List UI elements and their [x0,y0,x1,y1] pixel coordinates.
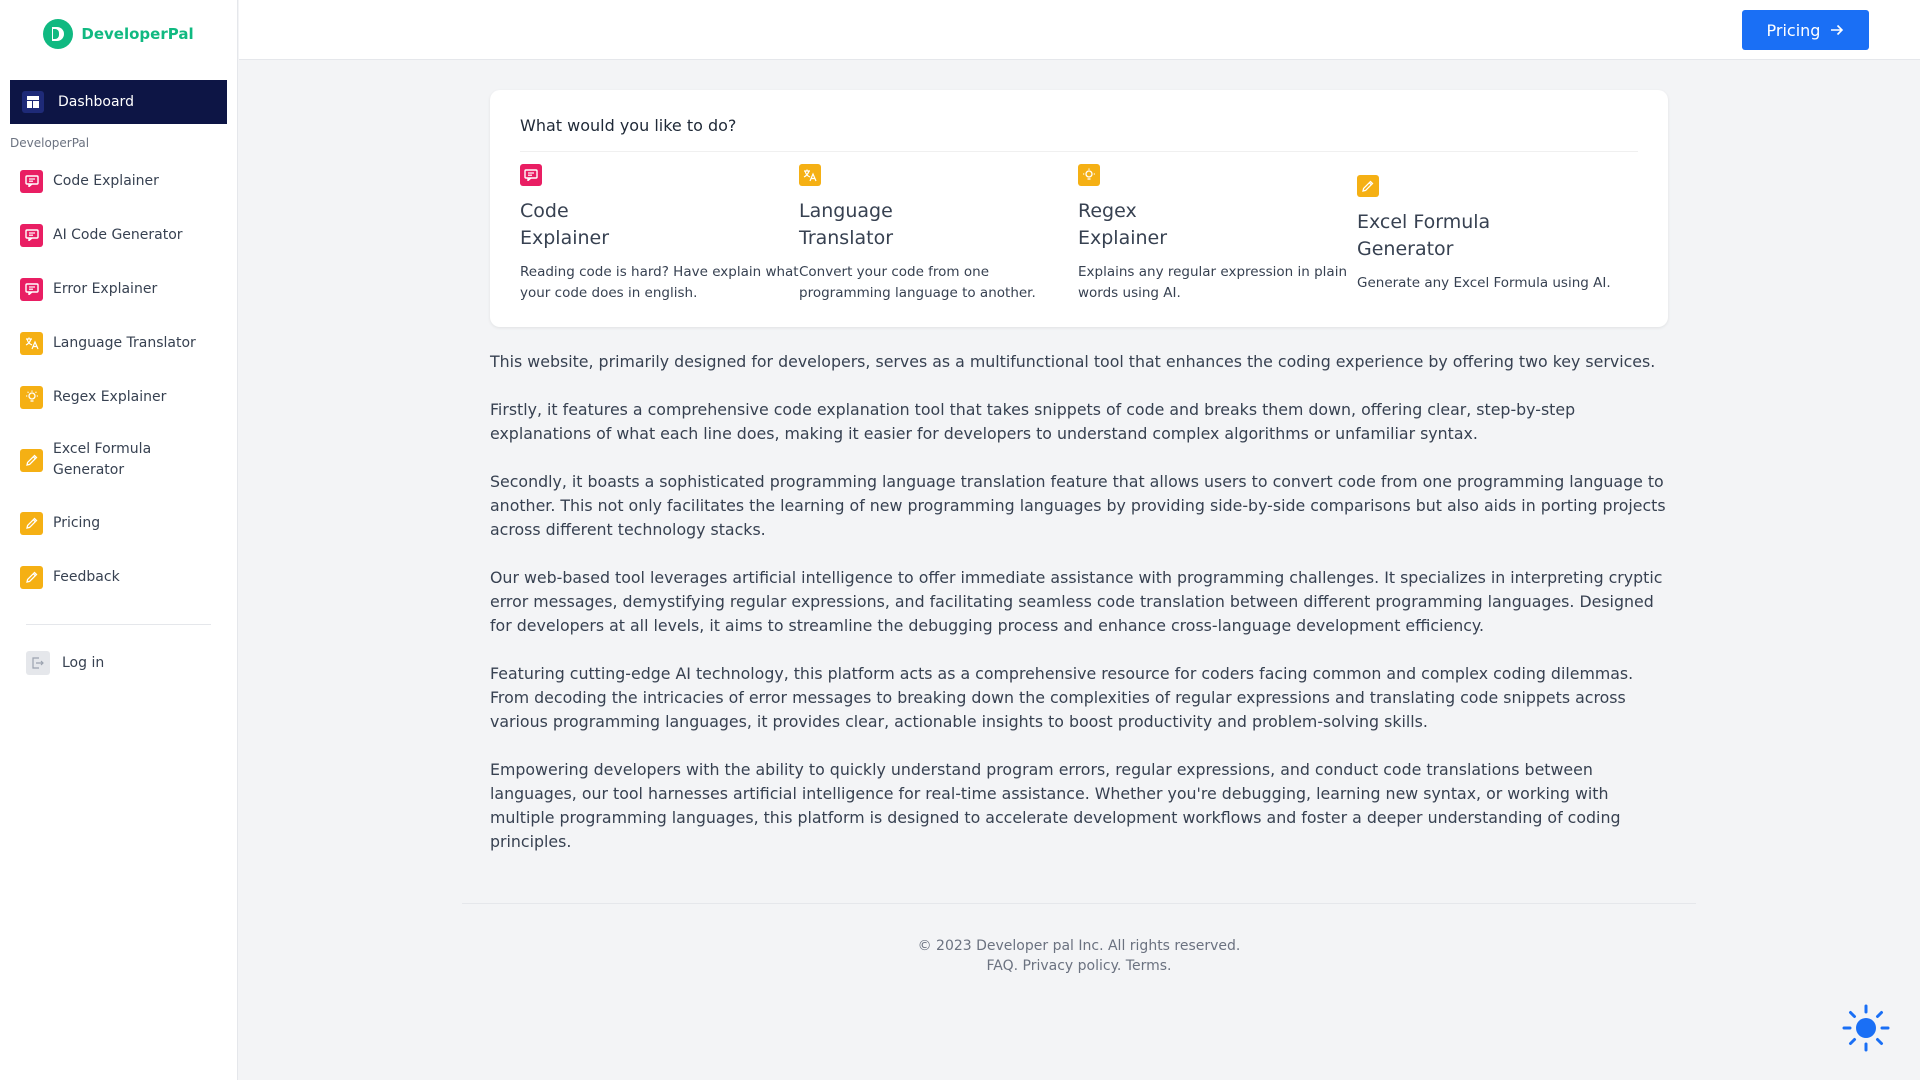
tool-language-translator[interactable] [799,164,1078,304]
sidebar-item-code-explainer[interactable] [0,154,237,208]
sidebar-item-label: Error Explainer [53,281,158,297]
pencil-icon [20,566,43,589]
terms-link[interactable]: Terms. [1125,958,1172,974]
sidebar-item-language-translator[interactable] [0,316,237,370]
sun-icon [1842,1004,1890,1052]
tool-code-explainer[interactable] [520,164,799,304]
tool-name: Language Translator [799,200,894,249]
tool-description: Generate any Excel Formula using AI. [1357,275,1611,291]
sidebar [0,0,238,1080]
sidebar-item-excel-formula-generator[interactable] [0,424,237,496]
sidebar-item-regex-explainer[interactable] [0,370,237,424]
sidebar-item-label: Pricing [53,515,101,531]
pencil-icon [20,449,43,472]
faq-link[interactable]: FAQ. [986,958,1019,974]
tool-description: Convert your code from one programming language to another. [799,264,1036,301]
chat-icon [520,164,542,186]
footer-links [462,956,1696,976]
translate-icon [20,332,43,355]
sidebar-divider [26,624,211,625]
brand-name: DeveloperPal [81,25,194,43]
tool-name: Code Explainer [520,200,610,249]
article-paragraph: This website, primarily designed for developers, serves as a multifunctional tool that enhances the coding experience by offering two key services. [490,352,1656,371]
lightbulb-icon [1078,164,1100,186]
sidebar-item-label: Language Translator [53,335,196,351]
sidebar-item-label: Feedback [53,569,120,585]
intro-article [490,350,1668,878]
footer [462,936,1696,976]
login-label: Log in [62,655,105,671]
arrow-right-icon [1830,21,1844,40]
sidebar-item-feedback[interactable] [0,550,237,604]
tool-name: Excel Formula Generator [1357,211,1491,260]
chat-icon [20,170,43,193]
pricing-button[interactable] [1742,10,1869,50]
pricing-button-label: Pricing [1766,20,1821,40]
sidebar-item-label: AI Code Generator [53,227,183,243]
copyright-text: © 2023 Developer pal Inc. All rights reserved. [917,938,1241,954]
logout-icon [26,651,50,675]
tools-grid [520,164,1638,304]
tools-card [490,90,1668,327]
sidebar-item-pricing[interactable] [0,496,237,550]
card-title: What would you like to do? [520,116,1638,152]
pencil-icon [1357,175,1379,197]
theme-toggle-button[interactable] [1842,1004,1890,1052]
tool-name: Regex Explainer [1078,200,1168,249]
login-button[interactable] [26,651,237,675]
sidebar-item-label: Regex Explainer [53,389,167,405]
article-paragraph: Our web-based tool leverages artificial intelligence to offer immediate assistance with programming challenges. It specializes in interpreting cryptic error messages, demystifying regular expressions, and facilitating seamless code translation between different programming languages. Designed for developers at all levels, it aims to streamline the debugging process and enhance cross-language development efficiency. [490,568,1663,635]
sidebar-item-label: Dashboard [58,94,134,110]
privacy-policy-link[interactable]: Privacy policy. [1022,958,1122,974]
chat-icon [20,224,43,247]
sidebar-item-dashboard[interactable] [10,80,227,124]
tool-description: Explains any regular expression in plain words using AI. [1078,264,1348,301]
sidebar-item-ai-code-generator[interactable] [0,208,237,262]
chat-icon [20,278,43,301]
sidebar-item-label: Excel Formula Generator [53,441,152,478]
logo-icon [43,19,73,49]
footer-divider [462,903,1696,904]
sidebar-item-error-explainer[interactable] [0,262,237,316]
article-paragraph: Featuring cutting-edge AI technology, this platform acts as a comprehensive resource for coders facing common and complex coding dilemmas. From decoding the intricacies of error messages to breaking down the complexities of regular expressions and translating code snippets across various programming languages, it provides clear, actionable insights to boost productivity and problem-solving skills. [490,664,1634,731]
lightbulb-icon [20,386,43,409]
brand-logo[interactable] [0,0,237,68]
article-paragraph: Empowering developers with the ability to quickly understand program errors, regular expressions, and conduct code translations between languages, our tool harnesses artificial intelligence for real-time assistance. Whether you're debugging, learning new syntax, or working with multiple programming languages, this platform is designed to accelerate development workflows and foster a deeper understanding of coding principles. [490,760,1621,851]
sidebar-item-label: Code Explainer [53,173,159,189]
article-paragraph: Secondly, it boasts a sophisticated programming language translation feature that allows users to convert code from one programming language to another. This not only facilitates the learning of new programming languages by providing side-by-side comparisons but also aids in porting projects across different technology stacks. [490,472,1666,539]
pencil-icon [20,512,43,535]
sidebar-section-label: DeveloperPal [10,136,90,150]
tool-regex-explainer[interactable] [1078,164,1357,304]
tool-description: Reading code is hard? Have explain what your code does in english. [520,264,799,301]
top-bar [239,0,1920,60]
article-paragraph: Firstly, it features a comprehensive code explanation tool that takes snippets of code and breaks them down, offering clear, step-by-step explanations of what each line does, making it easier for developers to understand complex algorithms or unfamiliar syntax. [490,400,1576,443]
dashboard-icon [22,91,44,113]
translate-icon [799,164,821,186]
tool-excel-formula-generator[interactable] [1357,164,1636,304]
